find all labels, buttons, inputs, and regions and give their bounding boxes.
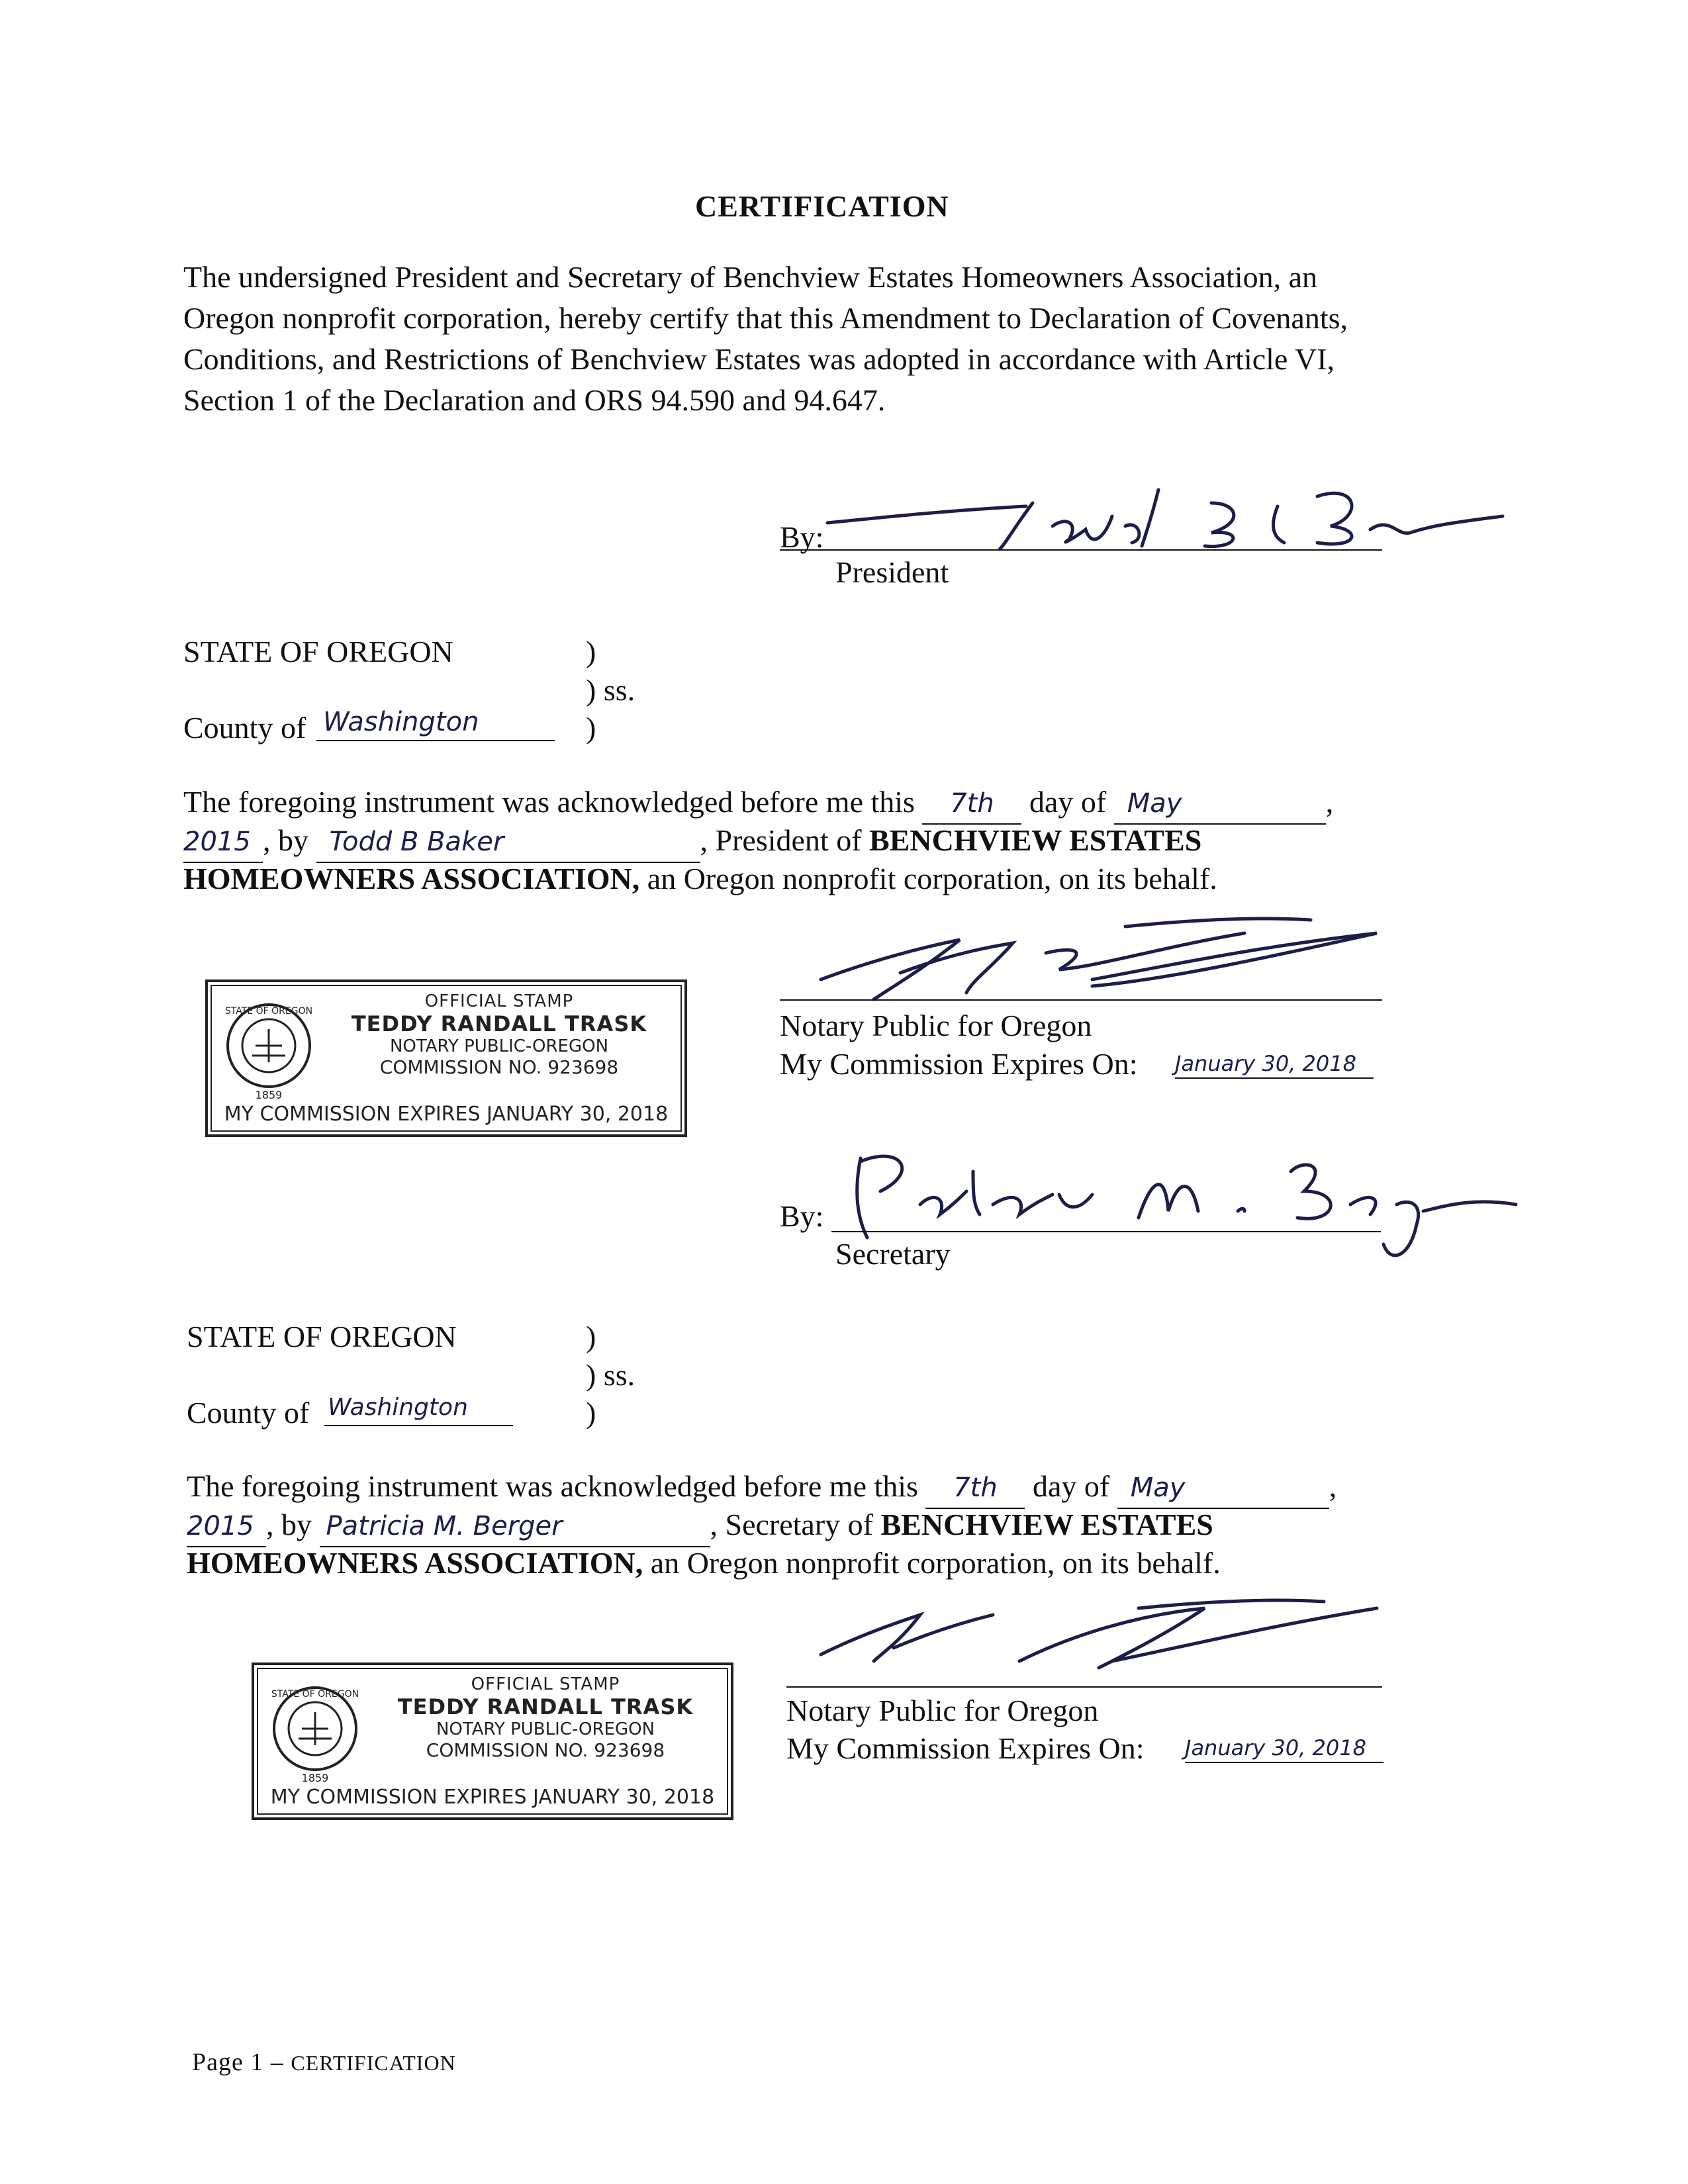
intro-line: Oregon nonprofit corporation, hereby certify that this Amendment to Declaration of Covenants, xyxy=(183,301,1348,335)
stamp-line: OFFICIAL STAMP xyxy=(424,991,574,1011)
ack-month-handwritten: May xyxy=(1130,1473,1186,1503)
stamp-notary-name: TEDDY RANDALL TRASK xyxy=(397,1694,694,1719)
ack-text: an Oregon nonprofit corporation, on its behalf. xyxy=(650,1546,1221,1580)
venue-paren: ) xyxy=(586,711,596,745)
ack-day-blank xyxy=(922,782,1021,825)
county-handwritten: Washington xyxy=(328,1394,468,1421)
notary-signature xyxy=(794,907,1423,1013)
ack-text: , by xyxy=(263,823,308,857)
ack-year-blank xyxy=(187,1505,266,1547)
ack-text: , xyxy=(1325,785,1334,819)
seal-text: STATE OF OREGON xyxy=(224,1006,313,1017)
stamp-expiry: MY COMMISSION EXPIRES JANUARY 30, 2018 xyxy=(224,1103,669,1126)
intro-line: Section 1 of the Declaration and ORS 94.590 and 94.647. xyxy=(183,383,886,417)
ack-text: day of xyxy=(1032,1469,1110,1503)
county-label: County of xyxy=(183,711,306,745)
ack-text: , xyxy=(1329,1469,1337,1503)
commission-expires-blank xyxy=(1175,1051,1374,1079)
commission-expires-handwritten: January 30, 2018 xyxy=(1175,1051,1356,1076)
ack-text: , President of xyxy=(700,823,862,857)
seal-year: 1859 xyxy=(301,1772,329,1784)
stamp-expiry: MY COMMISSION EXPIRES JANUARY 30, 2018 xyxy=(270,1786,715,1809)
notary-signature-line xyxy=(786,1686,1382,1688)
venue-paren: ) xyxy=(586,635,596,668)
county-line xyxy=(316,740,555,741)
stamp-text xyxy=(373,1674,718,1761)
ack-year-handwritten: 2015 xyxy=(183,827,251,857)
ack-text: The foregoing instrument was acknowledged before me this xyxy=(183,785,915,819)
ack-line-3 xyxy=(187,1543,1221,1583)
ack-org-bold: BENCHVIEW ESTATES xyxy=(869,823,1202,857)
venue-paren: ) xyxy=(586,1396,596,1430)
ack-org-bold: HOMEOWNERS ASSOCIATION, xyxy=(187,1546,643,1580)
commission-expires-label: My Commission Expires On: xyxy=(780,1047,1138,1081)
ack-name-handwritten: Todd B Baker xyxy=(329,827,504,857)
state-seal-icon xyxy=(222,999,315,1105)
notary-title: Notary Public for Oregon xyxy=(780,1009,1092,1042)
secretary-signature-line xyxy=(831,1231,1381,1232)
venue-ss: ) ss. xyxy=(586,1358,635,1392)
ack-text: , Secretary of xyxy=(710,1508,873,1541)
ack-name-handwritten: Patricia M. Berger xyxy=(326,1511,563,1541)
ack-year-blank xyxy=(183,821,263,863)
notary-signature xyxy=(794,1588,1423,1688)
president-by-label: By: xyxy=(780,520,824,554)
ack-text: , by xyxy=(266,1508,312,1541)
state-seal-icon xyxy=(269,1682,361,1788)
stamp-commission-number: COMMISSION NO. 923698 xyxy=(379,1056,619,1078)
ack-line-1 xyxy=(187,1467,1336,1509)
commission-expires-handwritten: January 30, 2018 xyxy=(1185,1735,1366,1760)
ack-org-bold: HOMEOWNERS ASSOCIATION, xyxy=(183,862,640,895)
stamp-line: NOTARY PUBLIC-OREGON xyxy=(436,1719,655,1739)
stamp-commission-number: COMMISSION NO. 923698 xyxy=(426,1739,665,1761)
ack-name-blank xyxy=(320,1505,710,1547)
venue-ss: ) ss. xyxy=(586,673,635,707)
ack-text: The foregoing instrument was acknowledged before me this xyxy=(187,1469,918,1503)
ack-year-handwritten: 2015 xyxy=(187,1511,254,1541)
stamp-notary-name: TEDDY RANDALL TRASK xyxy=(351,1011,647,1036)
ack-text: day of xyxy=(1029,785,1107,819)
ack-org-bold: BENCHVIEW ESTATES xyxy=(880,1508,1213,1541)
commission-expires-label: My Commission Expires On: xyxy=(786,1731,1145,1765)
footer-label: CERTIFICATION xyxy=(291,2051,456,2075)
ack-month-handwritten: May xyxy=(1127,788,1182,819)
seal-year: 1859 xyxy=(255,1089,283,1101)
county-line xyxy=(324,1425,513,1426)
county-label: County of xyxy=(187,1396,310,1430)
intro-line: Conditions, and Restrictions of Benchview Estates was adopted in accordance with Article VI, xyxy=(183,342,1335,376)
stamp-line: OFFICIAL STAMP xyxy=(471,1674,620,1694)
ack-month-blank xyxy=(1117,1467,1329,1509)
ack-line-2 xyxy=(187,1505,1213,1547)
president-signature xyxy=(814,477,1509,563)
secretary-role-label: Secretary xyxy=(835,1237,951,1271)
notary-signature-line xyxy=(780,999,1382,1001)
ack-month-blank xyxy=(1114,782,1326,825)
notary-title: Notary Public for Oregon xyxy=(786,1694,1099,1727)
ack-line-2 xyxy=(183,821,1201,863)
ack-day-blank xyxy=(925,1467,1025,1509)
county-handwritten: Washington xyxy=(323,707,479,737)
ack-line-1 xyxy=(183,782,1333,825)
ack-day-handwritten: 7th xyxy=(953,1473,998,1503)
ack-name-blank xyxy=(316,821,700,863)
page-footer xyxy=(192,2048,456,2077)
venue-state: STATE OF OREGON xyxy=(187,1320,457,1353)
intro-paragraph xyxy=(183,257,1507,421)
intro-line: The undersigned President and Secretary of Benchview Estates Homeowners Association, an xyxy=(183,260,1318,294)
document-title: CERTIFICATION xyxy=(695,189,949,223)
stamp-line: NOTARY PUBLIC-OREGON xyxy=(389,1036,609,1056)
secretary-by-label: By: xyxy=(780,1199,824,1233)
footer-page: Page 1 – xyxy=(192,2048,291,2076)
commission-expires-blank xyxy=(1185,1735,1383,1763)
ack-text: an Oregon nonprofit corporation, on its behalf. xyxy=(647,862,1217,895)
president-role-label: President xyxy=(835,555,949,589)
stamp-text xyxy=(327,991,671,1078)
notary-stamp xyxy=(252,1662,733,1820)
ack-line-3 xyxy=(183,859,1217,899)
venue-paren: ) xyxy=(586,1320,596,1353)
venue-state: STATE OF OREGON xyxy=(183,635,453,668)
notary-stamp xyxy=(205,979,687,1137)
ack-day-handwritten: 7th xyxy=(950,788,994,819)
seal-text: STATE OF OREGON xyxy=(271,1689,359,1700)
